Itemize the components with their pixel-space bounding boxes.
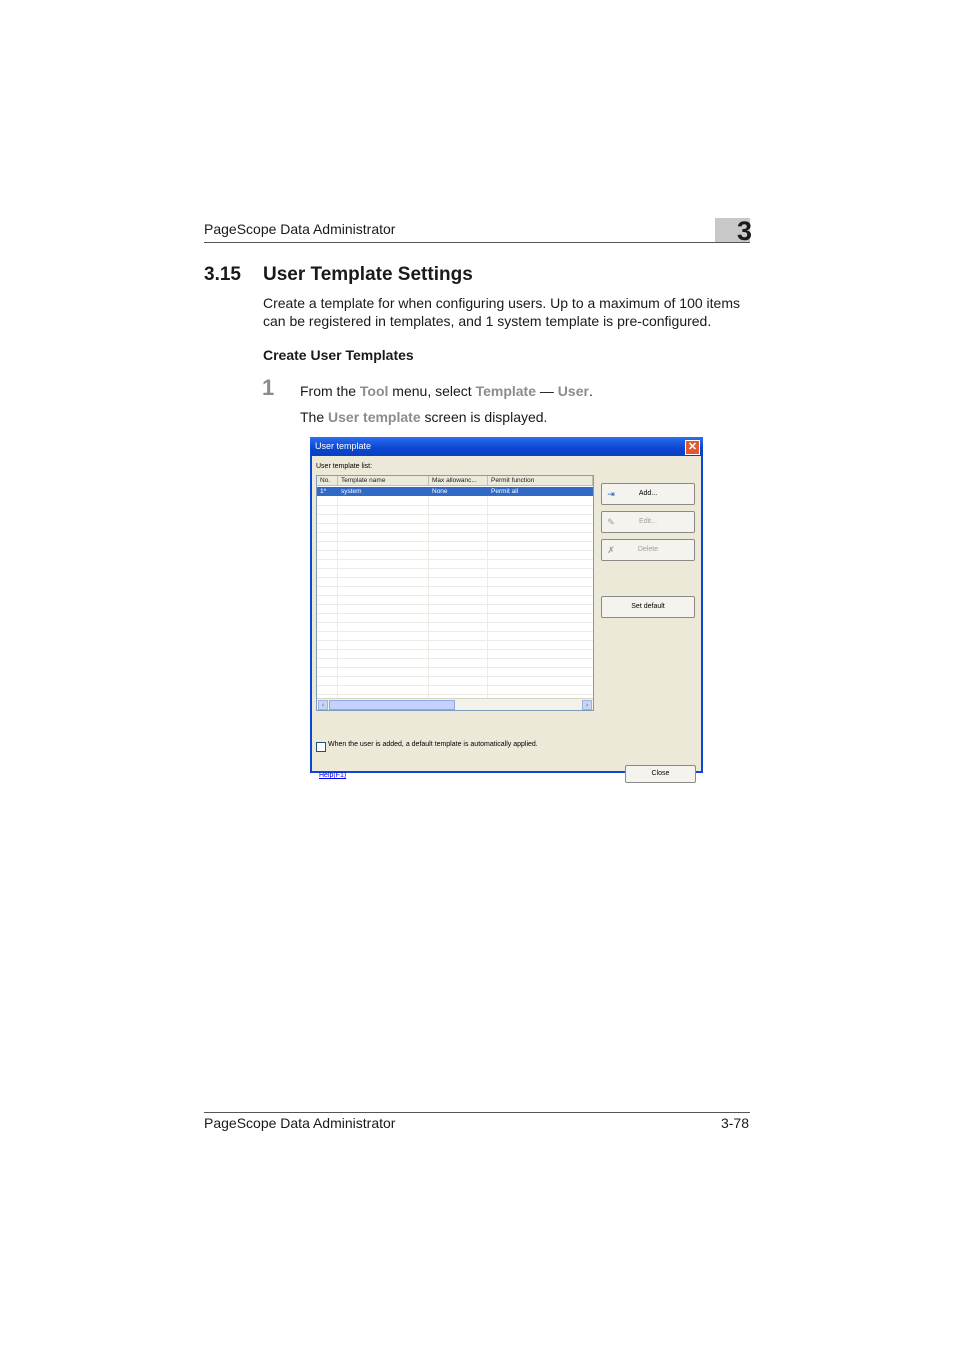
intro-paragraph: Create a template for when configuring users. Up to a maximum of 100 items can be registered in templates, and 1 system template is pre-configured. [263,295,740,329]
header-rule [204,242,750,243]
list-grid [317,496,593,698]
delete-icon: ✗ [607,545,615,555]
close-icon[interactable]: ✕ [685,440,700,455]
dialog-title-bar [310,437,703,456]
row-cell-max-allowance: None [432,488,448,495]
section-title-text: User Template Settings [263,264,473,285]
footer-rule [204,1112,750,1113]
section-title [204,264,473,286]
page-number: 3-78 [720,1115,749,1131]
scroll-thumb[interactable] [329,700,455,710]
delete-button[interactable]: ✗ Delete [601,539,695,561]
column-header-no[interactable]: No. [317,476,338,486]
user-template-dialog [310,437,703,779]
list-label: User template list: [316,463,373,470]
footer-title: PageScope Data Administrator [204,1115,396,1131]
scroll-left-icon[interactable]: ‹ [318,700,328,710]
add-button[interactable]: ⇥ Add... [601,483,695,505]
step-result: The User template screen is displayed. [300,409,548,425]
dialog-body [312,456,701,779]
menu-template: Template [475,383,537,399]
auto-apply-checkbox[interactable] [316,742,326,752]
template-list[interactable] [316,475,594,711]
screen-name: User template [328,409,421,425]
step-instruction: From the Tool menu, select Template — User. [300,383,593,399]
add-icon: ⇥ [607,489,615,499]
step-number: 1 [262,375,275,400]
horizontal-scrollbar[interactable] [317,698,593,711]
chapter-number: 3 [736,216,752,246]
edit-button[interactable]: ✎ Edit... [601,511,695,533]
dialog-title: User template [315,441,372,451]
auto-apply-label: When the user is added, a default template is automatically applied. [328,741,538,748]
row-cell-permit-function: Permit all [491,488,519,495]
menu-tool: Tool [359,383,389,399]
column-header-permit-function[interactable]: Permit function [488,476,593,486]
scroll-right-icon[interactable]: › [582,700,592,710]
close-button[interactable]: Close [625,765,696,783]
section-number: 3.15 [204,264,241,285]
running-header: PageScope Data Administrator [204,221,396,237]
menu-user: User [557,383,589,399]
row-cell-no: 1* [320,488,327,495]
help-link[interactable]: Help(F1) [319,772,347,779]
row-cell-template-name: system [341,488,362,495]
edit-icon: ✎ [607,517,615,527]
column-header-template-name[interactable]: Template name [338,476,429,486]
column-header-max-allowance[interactable]: Max allowanc... [429,476,488,486]
set-default-button[interactable]: Set default [601,596,695,618]
subheading: Create User Templates [263,347,414,363]
